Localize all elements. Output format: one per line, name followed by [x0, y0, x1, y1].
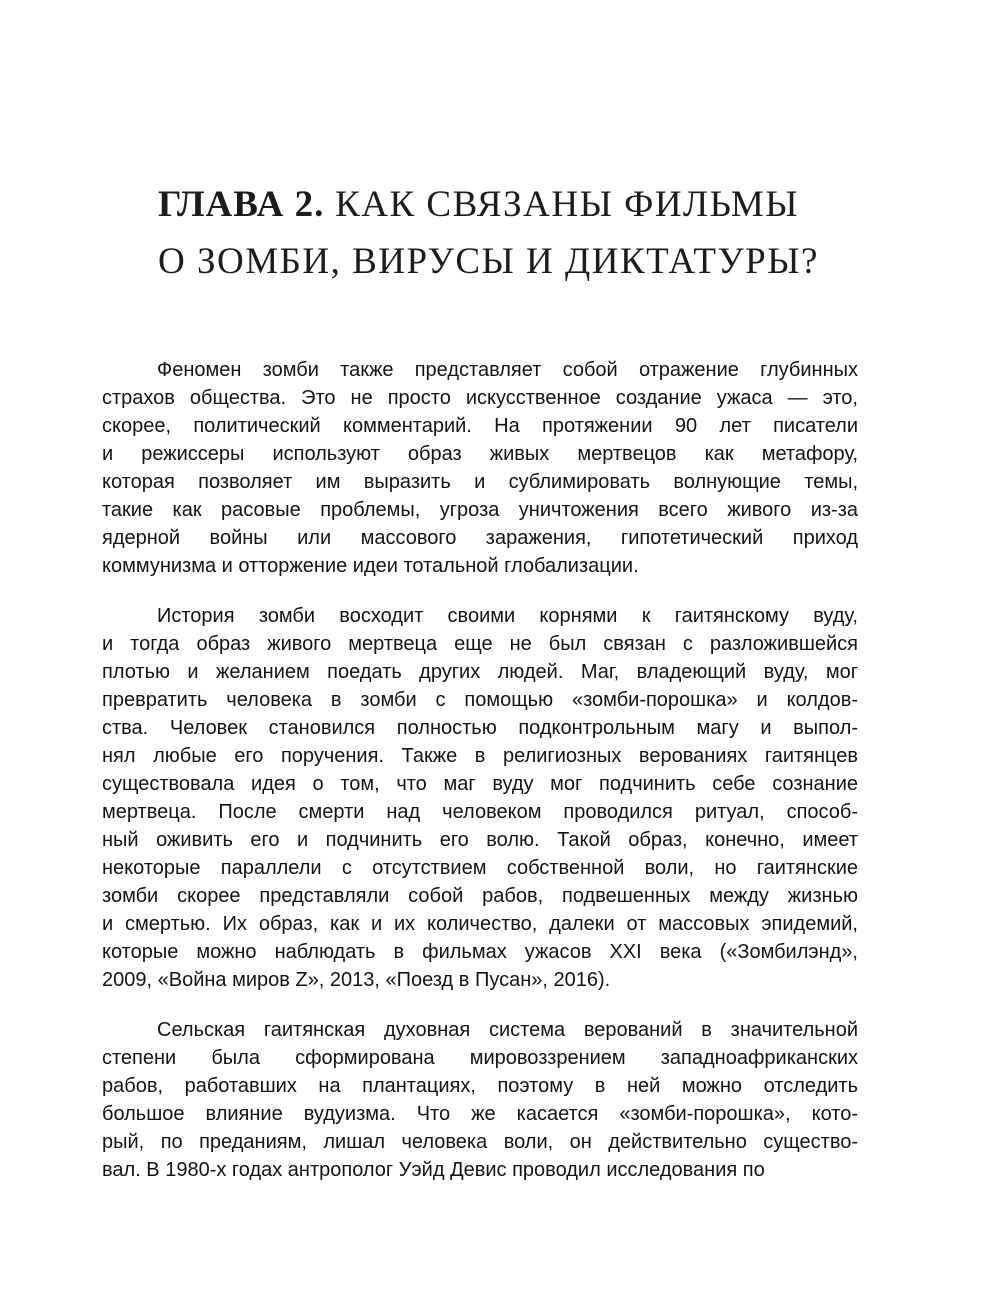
text-line: которая позволяет им выразить и сублимировать волнующие темы,: [102, 471, 858, 493]
paragraph: [102, 1016, 858, 1184]
text-line: ный оживить его и подчинить его волю. Такой образ, конечно, имеет: [102, 829, 858, 851]
text-line: Сельская гаитянская духовная система верований в значительной: [157, 1019, 858, 1041]
text-line: существовала идея о том, что маг вуду мог подчинить себе сознание: [102, 773, 858, 795]
paragraph: [102, 602, 858, 994]
paragraph: [102, 356, 858, 580]
chapter-number-label: ГЛАВА 2.: [158, 184, 325, 225]
chapter-heading: [158, 176, 918, 290]
text-line: 2009, «Война миров Z», 2013, «Поезд в Пусан», 2016).: [102, 969, 611, 991]
chapter-heading-line-2: О ЗОМБИ, ВИРУСЫ И ДИКТАТУРЫ?: [158, 241, 819, 282]
text-line: превратить человека в зомби с помощью «зомби-порошка» и колдов-: [102, 689, 858, 711]
text-line: нял любые его поручения. Также в религиозных верованиях гаитянцев: [102, 745, 858, 767]
text-line: зомби скорее представляли собой рабов, подвешенных между жизнью: [102, 885, 858, 907]
chapter-title-part-1: КАК СВЯЗАНЫ ФИЛЬМЫ: [324, 184, 800, 225]
text-line: страхов общества. Это не просто искусственное создание ужаса — это,: [102, 387, 858, 409]
text-line: ядерной войны или массового заражения, гипотетический приход: [102, 527, 858, 549]
text-line: ства. Человек становился полностью подконтрольным магу и выпол-: [102, 717, 858, 739]
text-line: рабов, работавших на плантациях, поэтому в ней можно отследить: [102, 1075, 858, 1097]
chapter-heading-line-1: [158, 176, 918, 233]
text-line: Феномен зомби также представляет собой отражение глубинных: [157, 359, 858, 381]
text-line: мертвеца. После смерти над человеком проводился ритуал, способ-: [102, 801, 858, 823]
text-line: и режиссеры используют образ живых мертвецов как метафору,: [102, 443, 858, 465]
text-line: вал. В 1980-х годах антрополог Уэйд Девис проводил исследования по: [102, 1159, 765, 1181]
text-line: такие как расовые проблемы, угроза уничтожения всего живого из-за: [102, 499, 858, 521]
text-line: некоторые параллели с отсутствием собственной воли, но гаитянские: [102, 857, 858, 879]
text-line: и тогда образ живого мертвеца еще не был связан с разложившейся: [102, 633, 858, 655]
text-line: скорее, политический комментарий. На протяжении 90 лет писатели: [102, 415, 858, 437]
text-line: большое влияние вудуизма. Что же касается «зомби-порошка», кото-: [102, 1103, 858, 1125]
text-line: История зомби восходит своими корнями к гаитянскому вуду,: [157, 605, 858, 627]
text-line: плотью и желанием поедать других людей. Маг, владеющий вуду, мог: [102, 661, 858, 683]
text-line: коммунизма и отторжение идеи тотальной глобализации.: [102, 555, 639, 577]
chapter-body: [102, 356, 858, 1206]
text-line: рый, по преданиям, лишал человека воли, он действительно существо-: [102, 1131, 858, 1153]
text-line: степени была сформирована мировоззрением западноафриканских: [102, 1047, 858, 1069]
text-line: которые можно наблюдать в фильмах ужасов XXI века («Зомбилэнд»,: [102, 941, 858, 963]
text-line: и смертью. Их образ, как и их количество, далеки от массовых эпидемий,: [102, 913, 858, 935]
